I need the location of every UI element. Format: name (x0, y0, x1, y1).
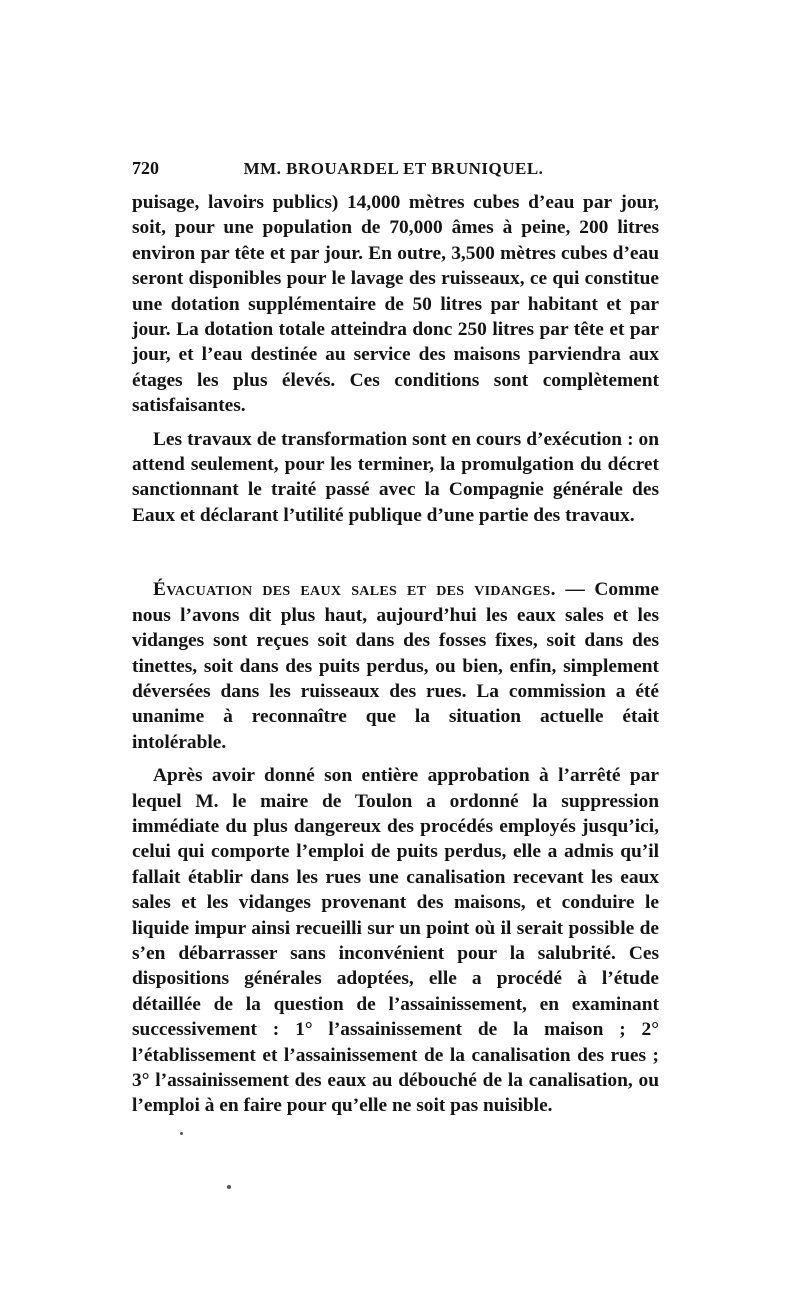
paragraph-water-supply: puisage, lavoirs publics) 14,000 mètres cubes d’eau par jour, soit, pour une population de 70,000 âmes à peine, 200 litres environ par tête et par jour. En outre, 3,500 mètres cubes d’eau seront disponibles pour le lavage des ruisseaux, ce qui constitue une dotation supplémentaire de 50 litres par habitant et par jour. La dotation totale atteindra donc 250 litres par tête et par jour, et l’eau destinée au service des maisons parviendra aux étages les plus élevés. Ces conditions sont complètement satisfaisantes. (132, 192, 659, 417)
page-number: 720 (132, 158, 159, 178)
section-heading: Évacuation des eaux sales et des vidanges. (153, 579, 556, 601)
section-body: — Comme nous l’avons dit plus haut, aujourd’hui les eaux sales et les vidanges sont reçues soit dans des fosses fixes, soit dans des tinettes, soit dans des puits perdus, ou bien, enfin, simplement déversées dans les ruisseaux des rues. La commission a été unanime à reconnaître que la situation actuelle était intolérable. (132, 579, 659, 753)
page-header (132, 158, 659, 184)
paragraph-commission-decision: Après avoir donné son entière approbation à l’arrêté par lequel M. le maire de Toulon a ordonné la suppression immédiate du plus dangereux des procédés employés jusqu’ici, celui qui comporte l’emploi de puits perdus, elle a admis qu’il fallait établir dans les rues une canalisation recevant les eaux sales et les vidanges provenant des maisons, et conduire le liquide impur ainsi recueilli sur un point où il serait possible de s’en débarrasser sans inconvénient pour la salubrité. Ces dispositions générales adoptées, elle a procédé à l’étude détaillée de la question de l’assainissement, en examinant successivement : 1° l’assainissement de la maison ; 2° l’établissement et l’assainissement de la canalisation des rues ; 3° l’assainissement des eaux au débouché de la canalisation, ou l’emploi à en faire pour qu’elle ne soit pas nuisible. (132, 765, 659, 1117)
ink-speck (180, 1132, 183, 1135)
paragraph-works-in-progress: Les travaux de transformation sont en cours d’exécution : on attend seulement, pour les terminer, la promulgation du décret sanctionnant le traité passé avec la Compagnie générale des Eaux et déclarant l’utilité publique d’une partie des travaux. (132, 428, 659, 526)
ink-speck (227, 1185, 231, 1189)
running-title: MM. BROUARDEL ET BRUNIQUEL. (243, 159, 544, 178)
book-page (132, 158, 659, 1119)
paragraph-wastewater-evacuation (132, 577, 659, 755)
